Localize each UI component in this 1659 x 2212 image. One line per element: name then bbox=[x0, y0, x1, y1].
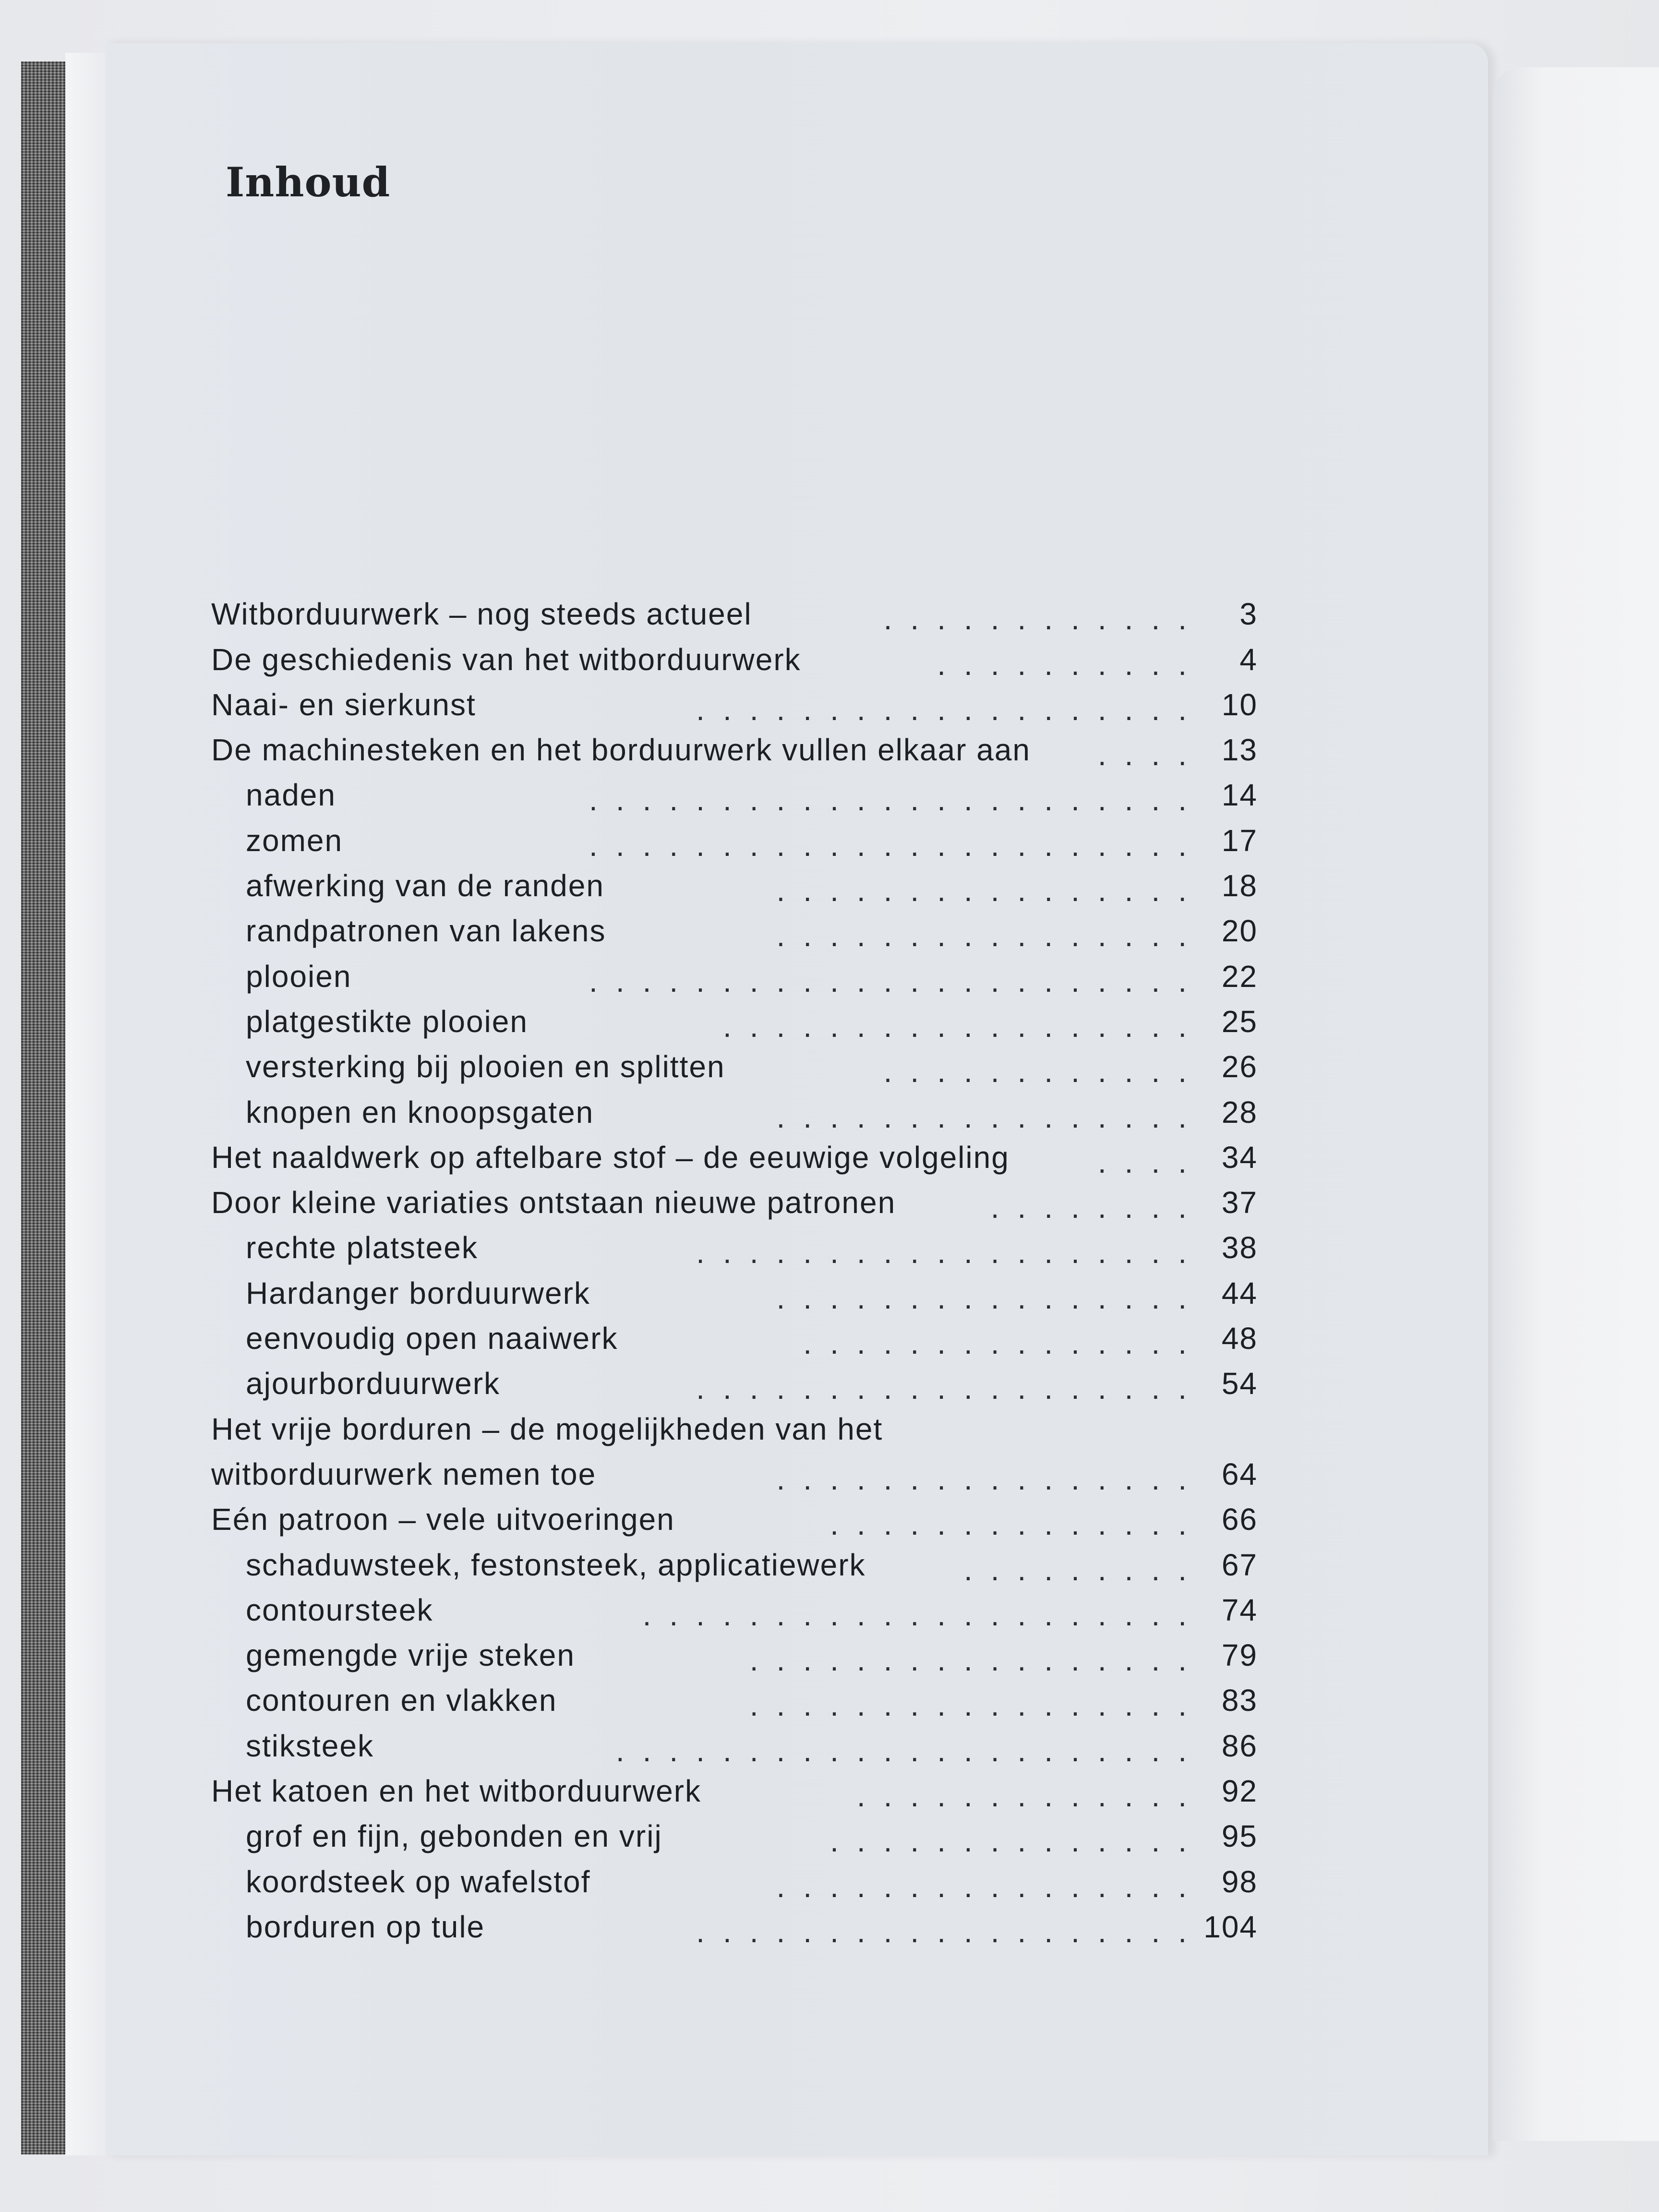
toc-entry-title: ajourborduurwerk bbox=[246, 1366, 501, 1401]
dot-leader: ................... bbox=[696, 1371, 1205, 1402]
toc-entry bbox=[211, 1046, 1258, 1091]
toc-entry-page-number: 34 bbox=[1221, 1140, 1258, 1175]
toc-entry-page-number: 79 bbox=[1221, 1638, 1258, 1673]
toc-entry-title: schaduwsteek, festonsteek, applicatiewerk bbox=[246, 1547, 866, 1582]
toc-entry-title: contouren en vlakken bbox=[246, 1683, 557, 1718]
dot-leader: ..................... bbox=[642, 1597, 1205, 1628]
dot-leader: ............... bbox=[803, 1326, 1205, 1357]
toc-entry-page-number: 48 bbox=[1221, 1321, 1258, 1356]
dot-leader: ....................... bbox=[589, 782, 1205, 813]
toc-entry-title: Door kleine variaties ontstaan nieuwe patronen bbox=[211, 1185, 896, 1220]
toc-entry bbox=[211, 1635, 1258, 1680]
dot-leader: ................... bbox=[696, 692, 1205, 722]
toc-entry-title: grof en fijn, gebonden en vrij bbox=[246, 1819, 662, 1854]
toc-entry-page-number: 92 bbox=[1221, 1774, 1258, 1809]
toc-entry-title: De machinesteken en het borduurwerk vullen elkaar aan bbox=[211, 733, 1031, 768]
toc-entry-title: afwerking van de randen bbox=[246, 868, 604, 903]
toc-entry bbox=[211, 1182, 1258, 1227]
toc-entry-title: Het vrije borduren – de mogelijkheden van het bbox=[211, 1411, 883, 1446]
toc-entry-page-number: 98 bbox=[1221, 1864, 1258, 1899]
toc-entry-title: randpatronen van lakens bbox=[246, 914, 606, 949]
toc-entry-title: contoursteek bbox=[246, 1592, 433, 1627]
toc-entry-page-number: 95 bbox=[1221, 1819, 1258, 1854]
dot-leader: ................ bbox=[776, 1280, 1205, 1311]
toc-entry-page-number: 10 bbox=[1221, 687, 1258, 722]
toc-entry bbox=[211, 1001, 1258, 1046]
toc-entry-title: De geschiedenis van het witborduurwerk bbox=[211, 642, 801, 677]
toc-entry-page-number: 74 bbox=[1221, 1592, 1258, 1627]
toc-entry-page-number: 18 bbox=[1221, 868, 1258, 903]
toc-entry bbox=[211, 1725, 1258, 1770]
toc-entry bbox=[211, 1861, 1258, 1906]
toc-entry-page-number: 54 bbox=[1221, 1366, 1258, 1401]
dot-leader: ................... bbox=[696, 1235, 1205, 1266]
toc-entry-page-number: 17 bbox=[1221, 823, 1258, 858]
dot-leader: .... bbox=[1097, 1144, 1205, 1175]
toc-entry-title: gemengde vrije steken bbox=[246, 1638, 575, 1673]
toc-entry bbox=[211, 1454, 1258, 1499]
dot-leader: ............ bbox=[883, 601, 1205, 632]
dot-leader: .......... bbox=[937, 647, 1205, 677]
dot-leader: ................ bbox=[776, 1099, 1205, 1130]
dot-leader: .............. bbox=[830, 1507, 1205, 1538]
toc-entry-page-number: 28 bbox=[1221, 1094, 1258, 1130]
toc-entry-title: koordsteek op wafelstof bbox=[246, 1864, 591, 1899]
toc-entry bbox=[211, 1906, 1258, 1951]
toc-entry bbox=[211, 1815, 1258, 1861]
toc-entry bbox=[211, 774, 1258, 819]
toc-entry bbox=[211, 684, 1258, 729]
dot-leader: .... bbox=[1097, 737, 1205, 768]
toc-entry-page-number: 26 bbox=[1221, 1049, 1258, 1084]
book-cover-edge bbox=[21, 61, 70, 2154]
dot-leader: .................. bbox=[722, 1009, 1205, 1039]
toc-entry-title: stiksteek bbox=[246, 1728, 374, 1763]
dot-leader: ................ bbox=[776, 873, 1205, 904]
toc-entry bbox=[211, 638, 1258, 684]
toc-entry bbox=[211, 593, 1258, 638]
dot-leader: ................... bbox=[696, 1914, 1205, 1945]
dot-leader: ........ bbox=[990, 1190, 1205, 1221]
toc-entry-page-number: 3 bbox=[1239, 597, 1258, 632]
toc-entry-page-number: 66 bbox=[1221, 1502, 1258, 1537]
toc-entry bbox=[211, 1137, 1258, 1182]
toc-entry bbox=[211, 955, 1258, 1000]
dot-leader: ................ bbox=[776, 1461, 1205, 1492]
toc-entry-title: rechte platsteek bbox=[246, 1230, 478, 1265]
toc-entry-title: zomen bbox=[246, 823, 343, 858]
toc-entry bbox=[211, 1318, 1258, 1363]
toc-entry-page-number: 25 bbox=[1221, 1004, 1258, 1039]
toc-entry-page-number: 22 bbox=[1221, 959, 1258, 994]
toc-entry-page-number: 83 bbox=[1221, 1683, 1258, 1718]
toc-entry bbox=[211, 819, 1258, 865]
dot-leader: ................ bbox=[776, 1869, 1205, 1899]
dot-leader: ................ bbox=[776, 918, 1205, 949]
toc-entry bbox=[211, 1272, 1258, 1317]
toc-entry bbox=[211, 1770, 1258, 1815]
toc-entry bbox=[211, 910, 1258, 955]
toc-entry-page-number: 20 bbox=[1221, 914, 1258, 949]
dot-leader: ................. bbox=[749, 1688, 1205, 1719]
right-page bbox=[1493, 67, 1659, 2141]
toc-entry bbox=[211, 1363, 1258, 1408]
toc-entry-page-number: 14 bbox=[1221, 778, 1258, 813]
toc-entry-title: plooien bbox=[246, 959, 352, 994]
toc-entry-title: naden bbox=[246, 778, 336, 813]
dot-leader: ......... bbox=[963, 1552, 1205, 1583]
toc-entry-page-number: 44 bbox=[1221, 1275, 1258, 1310]
toc-entry bbox=[211, 729, 1258, 774]
dot-leader: ...................... bbox=[615, 1733, 1205, 1764]
dot-leader: ............ bbox=[883, 1054, 1205, 1085]
toc-entry-page-number: 67 bbox=[1221, 1547, 1258, 1582]
toc-entry bbox=[211, 865, 1258, 910]
toc-entry bbox=[211, 1680, 1258, 1725]
toc-entry-title: Het naaldwerk op aftelbare stof – de eeuwige volgeling bbox=[211, 1140, 1010, 1175]
dot-leader: ....................... bbox=[589, 828, 1205, 858]
toc-entry-title: Witborduurwerk – nog steeds actueel bbox=[211, 597, 752, 632]
dot-leader: ............. bbox=[856, 1779, 1205, 1809]
toc-entry-page-number: 38 bbox=[1221, 1230, 1258, 1265]
toc-entry-title: Eén patroon – vele uitvoeringen bbox=[211, 1502, 675, 1537]
toc-entry-page-number: 13 bbox=[1221, 733, 1258, 768]
toc-entry-title: eenvoudig open naaiwerk bbox=[246, 1321, 618, 1356]
toc-entry-page-number: 4 bbox=[1239, 642, 1258, 677]
page-title: Inhoud bbox=[226, 158, 391, 206]
toc-entry-page-number: 37 bbox=[1221, 1185, 1258, 1220]
dot-leader: ................. bbox=[749, 1643, 1205, 1673]
toc-entry bbox=[211, 1091, 1258, 1136]
toc-entry-title: platgestikte plooien bbox=[246, 1004, 528, 1039]
toc-entry-title: Het katoen en het witborduurwerk bbox=[211, 1774, 701, 1809]
toc-entry-title: knopen en knoopsgaten bbox=[246, 1094, 594, 1130]
toc-entry-title: borduren op tule bbox=[246, 1909, 485, 1944]
toc-entry-page-number: 86 bbox=[1221, 1728, 1258, 1763]
dot-leader: .............. bbox=[830, 1824, 1205, 1854]
toc-entry bbox=[211, 1227, 1258, 1272]
dot-leader: ....................... bbox=[589, 963, 1205, 994]
toc-entry-title: Naai- en sierkunst bbox=[211, 687, 476, 722]
toc-entry bbox=[211, 1499, 1258, 1544]
toc-entry-page-number: 104 bbox=[1203, 1909, 1258, 1944]
toc-entry-title: witborduurwerk nemen toe bbox=[211, 1456, 597, 1491]
toc-entry-title: versterking bij plooien en splitten bbox=[246, 1049, 725, 1084]
page-stack-edge bbox=[65, 53, 110, 2155]
table-of-contents bbox=[211, 593, 1258, 1951]
toc-entry bbox=[211, 1544, 1258, 1589]
toc-entry bbox=[211, 1589, 1258, 1635]
toc-entry bbox=[211, 1408, 1258, 1453]
toc-entry-title: Hardanger borduurwerk bbox=[246, 1275, 590, 1310]
toc-entry-page-number: 64 bbox=[1221, 1456, 1258, 1491]
